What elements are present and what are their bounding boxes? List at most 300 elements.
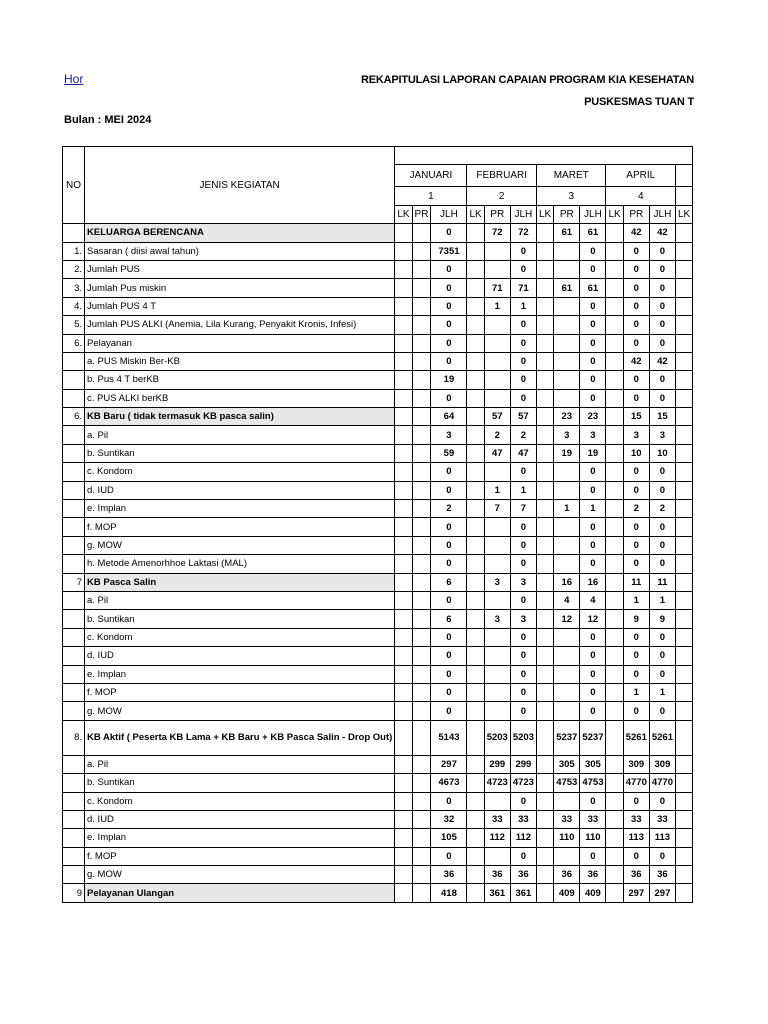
value-cell: 3 [484,573,510,591]
value-cell [467,426,484,444]
value-cell: 10 [649,444,675,462]
value-cell [606,702,623,720]
value-cell: 0 [623,555,649,573]
value-cell: 0 [623,316,649,334]
value-cell [554,628,580,646]
sub-header-lk: LK [606,205,623,223]
value-cell-cut [676,884,693,902]
value-cell [467,647,484,665]
value-cell [395,279,412,297]
value-cell: 0 [623,647,649,665]
table-row [63,536,693,554]
value-cell [606,279,623,297]
row-label: g. MOW [85,536,395,554]
row-label: Sasaran ( diisi awal tahun) [85,242,395,260]
value-cell [467,610,484,628]
value-cell [606,720,623,755]
value-cell: 33 [580,810,606,828]
value-cell: 0 [431,389,467,407]
value-cell [467,444,484,462]
value-cell: 32 [431,810,467,828]
value-cell [395,792,412,810]
value-cell [395,463,412,481]
value-cell [467,352,484,370]
value-cell [606,536,623,554]
table-row [63,847,693,865]
value-cell [484,352,510,370]
value-cell [395,610,412,628]
value-cell: 36 [623,866,649,884]
table-row [63,463,693,481]
table-row [63,371,693,389]
value-cell [606,408,623,426]
value-cell [606,444,623,462]
value-cell [606,884,623,902]
value-cell: 110 [580,829,606,847]
value-cell [536,371,553,389]
row-number [63,536,85,554]
value-cell [412,463,431,481]
value-cell [606,573,623,591]
value-cell: 42 [649,224,675,242]
value-cell [395,316,412,334]
value-cell [395,720,412,755]
value-cell: 0 [431,683,467,701]
value-cell-cut [676,536,693,554]
value-cell: 2 [510,426,536,444]
value-cell: 0 [649,297,675,315]
value-cell: 71 [510,279,536,297]
value-cell [536,610,553,628]
value-cell: 0 [649,481,675,499]
value-cell: 3 [510,610,536,628]
value-cell [467,884,484,902]
value-cell: 2 [623,500,649,518]
value-cell: 61 [554,279,580,297]
row-number [63,518,85,536]
month-header: JANUARI [395,165,467,187]
value-cell [536,755,553,773]
value-cell [536,426,553,444]
value-cell: 0 [510,334,536,352]
table-row [63,774,693,792]
value-cell: 12 [580,610,606,628]
value-cell [536,720,553,755]
value-cell [606,389,623,407]
value-cell: 0 [510,591,536,609]
value-cell [412,573,431,591]
value-cell-cut [676,316,693,334]
value-cell: 9 [623,610,649,628]
row-number [63,792,85,810]
table-row [63,628,693,646]
value-cell [484,463,510,481]
value-cell: 15 [623,408,649,426]
value-cell [554,536,580,554]
value-cell-cut [676,408,693,426]
value-cell: 72 [484,224,510,242]
header-row-top [63,147,693,165]
row-label: e. Implan [85,665,395,683]
value-cell: 9 [649,610,675,628]
value-cell [606,297,623,315]
value-cell [467,810,484,828]
value-cell: 0 [649,792,675,810]
value-cell [554,555,580,573]
value-cell: 0 [431,316,467,334]
value-cell-cut [676,518,693,536]
table-row [63,279,693,297]
value-cell [412,628,431,646]
row-number: 6. [63,408,85,426]
row-label: Pelayanan [85,334,395,352]
value-cell-cut [676,829,693,847]
value-cell [484,371,510,389]
value-cell [395,500,412,518]
value-cell [395,536,412,554]
table-row [63,702,693,720]
value-cell: 61 [580,224,606,242]
row-number [63,628,85,646]
value-cell: 5143 [431,720,467,755]
value-cell [412,444,431,462]
value-cell [467,408,484,426]
value-cell: 0 [431,647,467,665]
row-label: KB Baru ( tidak termasuk KB pasca salin) [85,408,395,426]
value-cell [606,555,623,573]
value-cell: 5237 [580,720,606,755]
value-cell: 36 [649,866,675,884]
value-cell: 105 [431,829,467,847]
value-cell [536,260,553,278]
value-cell: 309 [623,755,649,773]
value-cell [412,829,431,847]
value-cell-cut [676,702,693,720]
value-cell [467,628,484,646]
value-cell [536,647,553,665]
value-cell: 0 [580,683,606,701]
row-label: f. MOP [85,518,395,536]
value-cell [395,591,412,609]
value-cell: 0 [580,481,606,499]
value-cell [536,242,553,260]
value-cell [536,444,553,462]
value-cell [606,224,623,242]
value-cell: 0 [623,463,649,481]
value-cell [606,591,623,609]
value-cell-cut [676,810,693,828]
value-cell: 19 [580,444,606,462]
table-row [63,408,693,426]
value-cell [536,408,553,426]
value-cell: 36 [580,866,606,884]
value-cell: 297 [623,884,649,902]
value-cell [395,371,412,389]
table-row [63,426,693,444]
value-cell: 0 [431,224,467,242]
value-cell: 3 [623,426,649,444]
value-cell [467,866,484,884]
value-cell [536,224,553,242]
value-cell [536,774,553,792]
value-cell [467,242,484,260]
value-cell: 0 [510,371,536,389]
value-cell [606,334,623,352]
value-cell [395,628,412,646]
value-cell: 0 [649,316,675,334]
value-cell [606,647,623,665]
value-cell: 1 [510,297,536,315]
value-cell [484,792,510,810]
row-label: a. Pil [85,426,395,444]
value-cell: 0 [580,297,606,315]
value-cell: 0 [623,518,649,536]
value-cell [606,665,623,683]
value-cell [412,426,431,444]
value-cell: 299 [484,755,510,773]
value-cell [554,389,580,407]
row-label: d. IUD [85,810,395,828]
value-cell: 16 [554,573,580,591]
row-label: Jumlah PUS ALKI (Anemia, Lila Kurang, Penyakit Kronis, Infesi) [85,316,395,334]
value-cell: 0 [431,591,467,609]
value-cell [412,810,431,828]
value-cell [412,536,431,554]
value-cell [412,665,431,683]
value-cell [606,260,623,278]
value-cell: 297 [649,884,675,902]
value-cell: 4 [580,591,606,609]
value-cell: 1 [484,481,510,499]
row-number [63,847,85,865]
value-cell [467,389,484,407]
value-cell [606,463,623,481]
row-number: 8. [63,720,85,755]
value-cell [395,573,412,591]
value-cell: 61 [580,279,606,297]
value-cell-cut [676,242,693,260]
report-month: Bulan : MEI 2024 [64,114,152,126]
value-cell [606,426,623,444]
value-cell [484,518,510,536]
value-cell: 0 [580,371,606,389]
value-cell [412,720,431,755]
value-cell [606,518,623,536]
value-cell: 12 [554,610,580,628]
sub-header-lk: LK [536,205,553,223]
value-cell: 110 [554,829,580,847]
value-cell-cut [676,847,693,865]
table-row [63,297,693,315]
value-cell [412,352,431,370]
table-row [63,810,693,828]
row-number [63,702,85,720]
value-cell: 0 [431,702,467,720]
value-cell [606,774,623,792]
row-number [63,647,85,665]
row-number: 1. [63,242,85,260]
value-cell [395,847,412,865]
value-cell: 23 [554,408,580,426]
value-cell [484,628,510,646]
value-cell [412,555,431,573]
row-number [63,810,85,828]
value-cell [395,444,412,462]
value-cell: 1 [554,500,580,518]
value-cell: 1 [484,297,510,315]
value-cell [395,866,412,884]
value-cell [536,847,553,865]
value-cell [554,334,580,352]
value-cell [412,755,431,773]
row-number [63,224,85,242]
table-row [63,352,693,370]
value-cell: 4673 [431,774,467,792]
value-cell-cut [676,463,693,481]
value-cell [412,610,431,628]
value-cell: 0 [431,463,467,481]
value-cell [606,829,623,847]
value-cell [484,389,510,407]
sub-header-pr: PR [412,205,431,223]
value-cell [554,371,580,389]
sub-header-lk: LK [676,205,693,223]
value-cell: 0 [649,555,675,573]
value-cell: 36 [554,866,580,884]
value-cell [484,260,510,278]
value-cell [554,665,580,683]
value-cell: 112 [510,829,536,847]
value-cell [554,518,580,536]
value-cell: 0 [580,334,606,352]
value-cell: 0 [431,260,467,278]
value-cell: 0 [623,389,649,407]
sub-header-pr: PR [623,205,649,223]
value-cell-cut [676,866,693,884]
value-cell: 0 [580,518,606,536]
value-cell [467,371,484,389]
row-label: e. Implan [85,500,395,518]
row-number [63,829,85,847]
value-cell: 3 [580,426,606,444]
value-cell [412,591,431,609]
value-cell: 113 [649,829,675,847]
table-row [63,665,693,683]
value-cell: 19 [554,444,580,462]
row-label: f. MOP [85,847,395,865]
value-cell: 0 [510,628,536,646]
value-cell [467,334,484,352]
row-number [63,444,85,462]
value-cell: 11 [623,573,649,591]
value-cell [484,683,510,701]
table-row [63,500,693,518]
value-cell [536,463,553,481]
value-cell: 0 [649,702,675,720]
value-cell-cut [676,610,693,628]
home-link[interactable]: Hor [64,72,84,86]
value-cell [536,352,553,370]
value-cell [467,702,484,720]
value-cell [554,647,580,665]
value-cell: 0 [431,792,467,810]
value-cell: 4770 [649,774,675,792]
value-cell-cut [676,260,693,278]
value-cell-cut [676,371,693,389]
value-cell: 0 [580,242,606,260]
value-cell [484,591,510,609]
value-cell [467,755,484,773]
value-cell: 10 [623,444,649,462]
row-number [63,866,85,884]
header-spacer [395,147,693,165]
sub-header-jlh: JLH [580,205,606,223]
value-cell: 1 [649,591,675,609]
table-row [63,647,693,665]
value-cell [536,628,553,646]
value-cell [395,297,412,315]
value-cell [484,316,510,334]
value-cell [467,683,484,701]
value-cell [412,847,431,865]
value-cell: 4723 [484,774,510,792]
value-cell: 0 [623,481,649,499]
value-cell-cut [676,224,693,242]
value-cell: 0 [580,702,606,720]
value-cell [395,224,412,242]
value-cell: 61 [554,224,580,242]
value-cell [395,555,412,573]
value-cell: 19 [431,371,467,389]
value-cell: 0 [623,792,649,810]
value-cell: 0 [431,518,467,536]
table-row [63,242,693,260]
value-cell [412,518,431,536]
row-label: Jumlah PUS 4 T [85,297,395,315]
sub-header-jlh: JLH [510,205,536,223]
row-label: a. Pil [85,591,395,609]
row-number: 9 [63,884,85,902]
value-cell-cut [676,352,693,370]
value-cell [606,481,623,499]
value-cell [536,279,553,297]
value-cell [467,518,484,536]
value-cell [536,591,553,609]
value-cell: 0 [510,665,536,683]
value-cell [395,774,412,792]
value-cell: 0 [510,389,536,407]
value-cell: 6 [431,610,467,628]
value-cell [395,810,412,828]
value-cell: 0 [649,518,675,536]
value-cell-cut [676,426,693,444]
value-cell: 4770 [623,774,649,792]
value-cell: 0 [580,316,606,334]
value-cell [606,371,623,389]
value-cell: 7 [510,500,536,518]
value-cell [412,408,431,426]
value-cell: 0 [510,352,536,370]
value-cell: 409 [580,884,606,902]
sub-header-jlh: JLH [431,205,467,223]
value-cell: 0 [580,463,606,481]
value-cell: 72 [510,224,536,242]
value-cell [395,884,412,902]
value-cell [412,224,431,242]
value-cell: 16 [580,573,606,591]
report-subtitle: PUSKESMAS TUAN T [584,96,694,108]
value-cell [554,316,580,334]
